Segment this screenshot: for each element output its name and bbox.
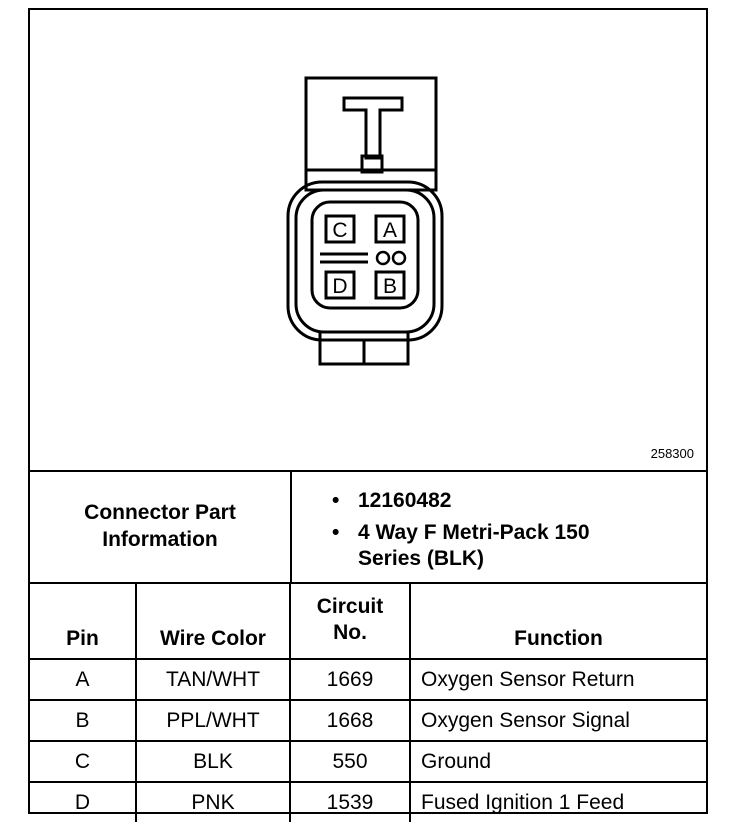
cell-pin: B [30,700,136,741]
info-label [30,470,292,582]
cell-circuit: 1668 [290,700,410,741]
table-row [30,782,706,822]
part-number: • 12160482 [330,488,590,514]
pin-label-a: A [382,219,398,242]
cell-wire-color: TAN/WHT [136,659,290,700]
cell-wire-color: BLK [136,741,290,782]
cell-circuit: 550 [290,741,410,782]
header-circuit-line2: No. [333,621,367,644]
header-pin: Pin [30,582,136,659]
cell-function: Oxygen Sensor Signal [410,700,706,741]
figure-number: 258300 [650,446,694,461]
connector-face-drawing [30,10,706,470]
cell-function: Ground [410,741,706,782]
cell-pin: D [30,782,136,822]
pin-label-c: C [332,219,348,242]
pin-label-d: D [332,275,348,298]
cell-circuit: 1669 [290,659,410,700]
description-line1: 4 Way F Metri-Pack 150 [358,521,590,544]
connector-diagram [30,10,706,472]
cell-function: Oxygen Sensor Return [410,659,706,700]
connector-part-info [30,470,706,584]
table-header-row [30,582,706,659]
pinout-table [30,582,706,822]
table-row [30,659,706,700]
info-list [330,488,590,578]
cell-pin: C [30,741,136,782]
description-line2: Series (BLK) [358,547,485,570]
connector-description [330,520,590,572]
table-row [30,741,706,782]
cell-wire-color: PNK [136,782,290,822]
pin-label-b: B [382,275,398,298]
connector-sheet [28,8,708,814]
info-label-line1: Connector Part [84,501,236,524]
header-function: Function [410,582,706,659]
header-wire-color: Wire Color [136,582,290,659]
header-circuit [290,582,410,659]
cell-wire-color: PPL/WHT [136,700,290,741]
cell-circuit: 1539 [290,782,410,822]
latch-t [344,98,402,158]
info-label-line2: Information [102,528,218,551]
cell-pin: A [30,659,136,700]
table-row [30,700,706,741]
header-circuit-line1: Circuit [316,595,384,618]
cell-function: Fused Ignition 1 Feed [410,782,706,822]
